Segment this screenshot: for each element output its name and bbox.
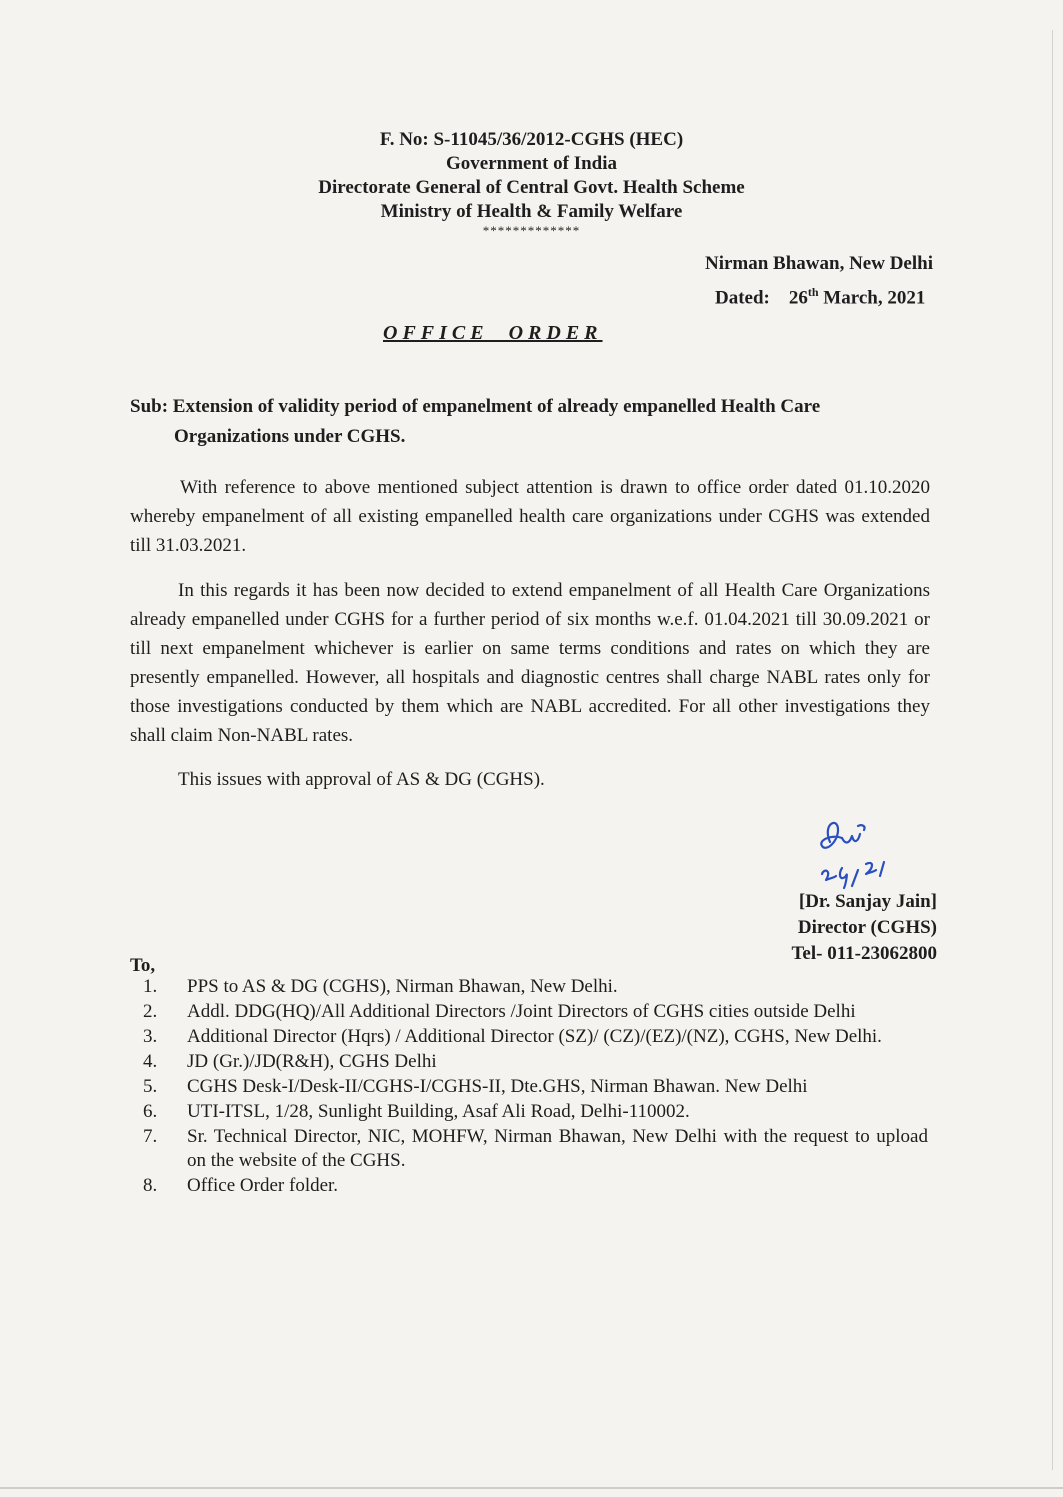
list-item-text: JD (Gr.)/JD(R&H), CGHS Delhi <box>187 1051 437 1072</box>
list-item-text: Office Order folder. <box>187 1175 339 1196</box>
signatory-designation: Director (CGHS) <box>797 917 937 938</box>
list-item-number: 4. <box>143 1051 158 1072</box>
location: Nirman Bhawan, New Delhi <box>704 253 933 274</box>
list-item-number: 1. <box>143 976 158 997</box>
list-item-number: 8. <box>143 1175 158 1196</box>
place-date-block <box>705 250 933 312</box>
body-paragraph-3: This issues with approval of AS & DG (CGHS). <box>178 769 545 790</box>
list-item-text: Addl. DDG(HQ)/All Additional Directors /Joint Directors of CGHS cities outside Delhi <box>187 1001 856 1022</box>
to-label: To, <box>130 955 156 976</box>
list-item <box>143 1075 928 1099</box>
government-line: Government of India <box>446 153 617 174</box>
stars-divider: ************* <box>482 223 581 238</box>
date-line <box>705 278 933 312</box>
body-paragraph-1: With reference to above mentioned subject attention is drawn to office order dated 01.10.2020 whereby empanelment of all existing empanelled health care organizations under CGHS was extended till 31.03.2021. <box>130 477 930 556</box>
list-item-number: 2. <box>143 1001 158 1022</box>
letterhead <box>0 128 1063 238</box>
list-item-text: Sr. Technical Director, NIC, MOHFW, Nirman Bhawan, New Delhi with the request to upload on the website of the CGHS. <box>187 1126 928 1171</box>
list-item <box>143 1050 928 1074</box>
date-day-suffix: th <box>807 285 819 299</box>
list-item <box>143 1100 928 1124</box>
signatory-block <box>792 889 938 967</box>
list-item-number: 6. <box>143 1101 158 1122</box>
list-item-text: CGHS Desk-I/Desk-II/CGHS-I/CGHS-II, Dte.GHS, Nirman Bhawan. New Delhi <box>187 1076 808 1097</box>
page-edge-bottom <box>0 1487 1063 1489</box>
document-title: OFFICE ORDER <box>383 322 603 344</box>
list-item-text: Additional Director (Hqrs) / Additional Director (SZ)/ (CZ)/(EZ)/(NZ), CGHS, New Delhi. <box>187 1026 882 1047</box>
signatory-name: [Dr. Sanjay Jain] <box>798 891 937 912</box>
page-edge-right <box>1052 30 1053 1470</box>
body-paragraph-2: In this regards it has been now decided to extend empanelment of all Health Care Organizations already empanelled under CGHS for a further period of six months w.e.f. 01.04.2021 till 30.09.2021 or till next empanelment whichever is earlier on same terms conditions and rates on which they are presently empanelled. However, all hospitals and diagnostic centres shall charge NABL rates only for those investigations conducted by them which are NABL accredited. For all other investigations they shall claim Non-NABL rates. <box>130 580 930 746</box>
list-item-number: 5. <box>143 1076 158 1097</box>
date-day: 26 <box>788 287 808 309</box>
signatory-telephone: Tel- 011-23062800 <box>791 943 937 964</box>
list-item <box>143 1000 928 1024</box>
ministry-line: Ministry of Health & Family Welfare <box>380 201 683 222</box>
list-item <box>143 1025 928 1049</box>
directorate-line: Directorate General of Central Govt. Health Scheme <box>318 177 745 198</box>
list-item-number: 7. <box>143 1126 158 1147</box>
date-label: Dated: <box>714 287 770 309</box>
handwritten-signature <box>808 812 898 892</box>
list-item <box>143 1125 928 1173</box>
list-item <box>143 975 928 999</box>
list-item-text: UTI-ITSL, 1/28, Sunlight Building, Asaf Ali Road, Delhi-110002. <box>187 1101 690 1122</box>
recipient-list <box>143 975 928 1199</box>
list-item <box>143 1174 928 1198</box>
subject-line-2: Organizations under CGHS. <box>174 426 406 447</box>
subject <box>130 392 920 452</box>
subject-line-1: Sub: Extension of validity period of empanelment of already empanelled Health Care <box>130 396 821 417</box>
file-number: F. No: S-11045/36/2012-CGHS (HEC) <box>379 129 684 150</box>
list-item-number: 3. <box>143 1026 158 1047</box>
list-item-text: PPS to AS & DG (CGHS), Nirman Bhawan, New Delhi. <box>187 976 618 997</box>
date-month-year: March, 2021 <box>823 287 926 309</box>
